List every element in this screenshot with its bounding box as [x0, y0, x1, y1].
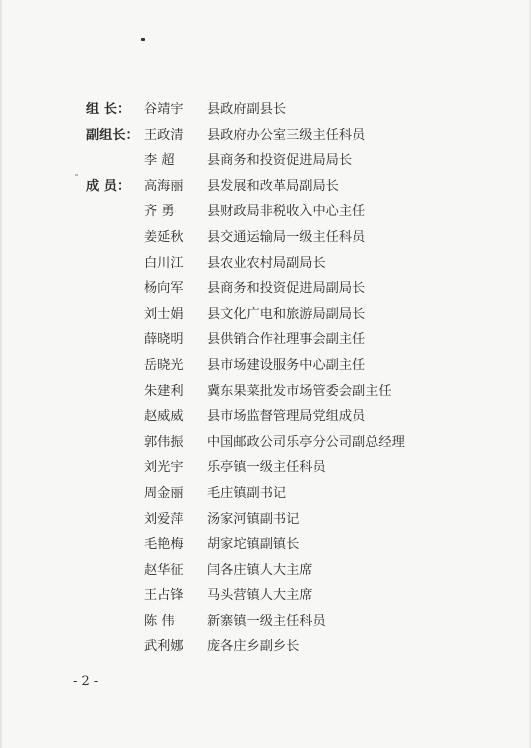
member-name: 薛晓明: [144, 332, 184, 348]
member-row: [0, 609, 531, 635]
member-row: [0, 507, 531, 533]
member-position: 马头营镇人大主席: [207, 588, 313, 604]
member-name: 刘士娟: [144, 306, 184, 322]
member-position: 汤家河镇副书记: [207, 511, 300, 527]
member-name: 岳晓光: [144, 357, 184, 373]
scan-speck: [141, 38, 145, 41]
member-row: [0, 353, 531, 379]
member-name: 谷靖宇: [144, 102, 184, 117]
member-name: 白川江: [144, 255, 184, 271]
member-position: 闫各庄镇人大主席: [207, 562, 313, 578]
member-position: 县财政局非税收入中心主任: [207, 204, 366, 220]
member-row: [0, 558, 531, 584]
member-position: 中国邮政公司乐亭分公司副总经理: [207, 434, 405, 450]
member-name: 王政清: [144, 127, 184, 143]
member-row: [0, 583, 531, 609]
member-row: [0, 276, 531, 302]
member-position: 县政府副县长: [207, 102, 287, 117]
member-position: 县市场监督管理局党组成员: [207, 409, 366, 425]
member-name: 朱建利: [144, 383, 184, 399]
member-row: [0, 174, 531, 200]
member-position: 冀东果菜批发市场管委会副主任: [207, 383, 392, 399]
page-number: - 2 -: [73, 674, 99, 689]
member-name: 杨向军: [144, 281, 184, 297]
member-position: 县农业农村局副局长: [207, 255, 326, 271]
member-row: [0, 327, 531, 353]
member-role-label: 成 员：: [86, 178, 131, 194]
member-position: 县交通运输局一级主任科员: [207, 229, 366, 245]
member-row: [0, 97, 531, 123]
member-row: [0, 404, 531, 430]
member-position: 乐亭镇一级主任科员: [207, 460, 326, 476]
member-position: 县市场建设服务中心副主任: [207, 357, 366, 373]
member-name: 高海丽: [144, 178, 184, 194]
member-position: 县文化广电和旅游局副局长: [207, 306, 366, 322]
member-row: [0, 481, 531, 507]
member-name: 刘光宇: [144, 460, 184, 476]
member-row: [0, 532, 531, 558]
member-position: 庞各庄乡副乡长: [207, 639, 300, 655]
member-name: 齐 勇: [144, 204, 175, 220]
member-name: 赵威威: [144, 409, 184, 425]
member-row: [0, 302, 531, 328]
member-name: 武利娜: [144, 639, 184, 655]
member-list: [0, 97, 531, 660]
member-row: [0, 225, 531, 251]
member-position: 胡家坨镇副镇长: [207, 537, 300, 553]
member-name: 赵华征: [144, 562, 184, 578]
member-name: 李 超: [144, 153, 175, 169]
member-name: 陈 伟: [144, 613, 175, 629]
member-row: [0, 251, 531, 277]
member-position: 新寨镇一级主任科员: [207, 613, 326, 629]
member-name: 刘爱萍: [144, 511, 184, 527]
member-position: 毛庄镇副书记: [207, 485, 287, 501]
member-position: 县商务和投资促进局局长: [207, 153, 353, 169]
member-position: 县商务和投资促进局副局长: [207, 281, 366, 297]
member-name: 郭伟振: [144, 434, 184, 450]
member-name: 毛艳梅: [144, 537, 184, 553]
member-name: 姜延秋: [144, 229, 184, 245]
member-row: [0, 634, 531, 660]
member-row: [0, 455, 531, 481]
member-role-label: 副组长：: [86, 127, 139, 143]
member-name: 周金丽: [144, 485, 184, 501]
member-position: 县发展和改革局副局长: [207, 178, 339, 194]
member-row: [0, 148, 531, 174]
member-name: 王占锋: [144, 588, 184, 604]
member-row: [0, 379, 531, 405]
member-position: 县政府办公室三级主任科员: [207, 127, 366, 143]
member-row: [0, 199, 531, 225]
member-position: 县供销合作社理事会副主任: [207, 332, 366, 348]
member-row: [0, 430, 531, 456]
member-role-label: 组 长：: [86, 102, 131, 117]
member-row: [0, 123, 531, 149]
